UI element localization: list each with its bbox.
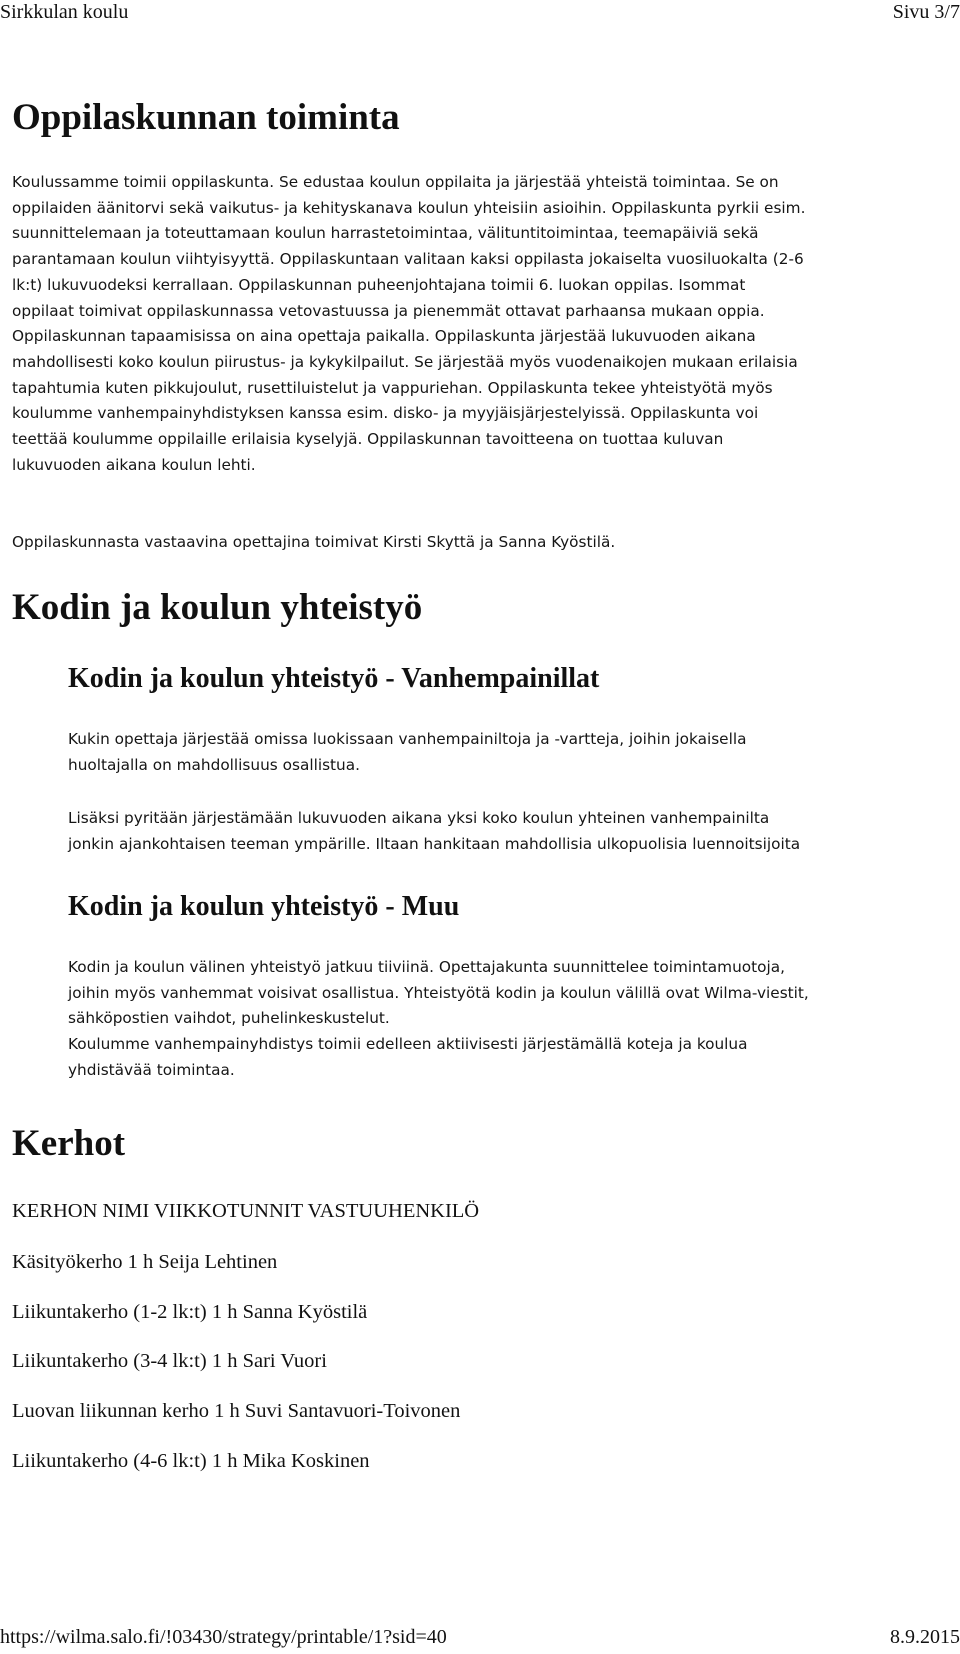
muu-paragraph: [68, 955, 809, 1084]
kerho-row: Käsityökerho 1 h Seija Lehtinen: [12, 1251, 278, 1273]
footer-date: 8.9.2015: [890, 1626, 960, 1648]
header-site-name: Sirkkulan koulu: [0, 1, 129, 23]
text-line: koulumme vanhempainyhdistyksen kanssa esim. disko- ja myyjäisjärjestelyissä. Oppilaskunta voi: [12, 404, 759, 423]
text-line: teettää koulumme oppilaille erilaisia kyselyjä. Oppilaskunnan tavoitteena on tuottaa kuluvan: [12, 430, 724, 449]
kerho-row: Liikuntakerho (3-4 lk:t) 1 h Sari Vuori: [12, 1350, 327, 1372]
kerho-row: Liikuntakerho (1-2 lk:t) 1 h Sanna Kyöstilä: [12, 1301, 368, 1323]
section-title-kerhot: Kerhot: [12, 1123, 126, 1164]
text-line: yhdistävää toimintaa.: [68, 1060, 235, 1079]
kerhot-table-header: KERHON NIMI VIIKKOTUNNIT VASTUUHENKILÖ: [12, 1200, 480, 1222]
text-line: Oppilaskunnan tapaamisissa on aina opettaja paikalla. Oppilaskunta järjestää lukuvuoden aikana: [12, 327, 756, 346]
text-line: Kukin opettaja järjestää omissa luokissaan vanhempainiltoja ja -vartteja, joihin jokaisella: [68, 730, 747, 748]
text-line: mahdollisesti koko koulun piirustus- ja kykykilpailut. Se järjestää myös vuodenaikojen mukaan erilaisia: [12, 352, 798, 371]
footer-url: https://wilma.salo.fi/!03430/strategy/printable/1?sid=40: [0, 1626, 447, 1648]
section-title-yhteistyo: Kodin ja koulun yhteistyö: [12, 587, 423, 628]
text-line: parantamaan koulun viihtyisyyttä. Oppilaskuntaan valitaan kaksi oppilasta jokaiselta vuosiluokalta (2-6: [12, 250, 804, 269]
subsection-title-vanhempainillat: Kodin ja koulun yhteistyö - Vanhempainillat: [68, 663, 600, 694]
subsection-title-muu: Kodin ja koulun yhteistyö - Muu: [68, 891, 460, 922]
text-line: suunnittelemaan ja toteuttamaan koulun harrastetoimintaa, välituntitoimintaa, teemapäiviä sekä: [12, 224, 759, 243]
text-line: jonkin ajankohtaisen teeman ympärille. Iltaan hankitaan mahdollisia ulkopuolisia luennoitsijoita: [68, 834, 801, 853]
text-line: Oppilaskunnasta vastaavina opettajina toimivat Kirsti Skyttä ja Sanna Kyöstilä.: [12, 533, 616, 551]
text-line: joihin myös vanhemmat voisivat osallistua. Yhteistyötä kodin ja koulun välillä ovat Wilma-viestit,: [68, 983, 809, 1002]
text-line: tapahtumia kuten pikkujoulut, rusettiluistelut ja vappuriehan. Oppilaskunta tekee yhteistyötä myös: [12, 378, 773, 397]
text-line: lk:t) lukuvuodeksi kerrallaan. Oppilaskunnan puheenjohtajana toimii 6. luokan oppilas. Isommat: [12, 275, 746, 294]
text-line: huoltajalla on mahdollisuus osallistua.: [68, 755, 360, 774]
text-line: Lisäksi pyritään järjestämään lukuvuoden aikana yksi koko koulun yhteinen vanhempainilta: [68, 809, 770, 827]
header-page-number: Sivu 3/7: [892, 1, 960, 23]
kerho-row: Luovan liikunnan kerho 1 h Suvi Santavuori-Toivonen: [12, 1400, 461, 1422]
vanhempainillat-paragraph-2: [68, 806, 800, 857]
text-line: Koulussamme toimii oppilaskunta. Se edustaa koulun oppilaita ja järjestää yhteistä toimintaa. Se on: [12, 173, 779, 191]
oppilaskunta-paragraph: [12, 170, 805, 478]
oppilaskunta-teachers: [12, 530, 615, 556]
section-title-oppilaskunta: Oppilaskunnan toiminta: [12, 97, 400, 138]
text-line: lukuvuoden aikana koulun lehti.: [12, 455, 256, 474]
text-line: Kodin ja koulun välinen yhteistyö jatkuu tiiviinä. Opettajakunta suunnittelee toimintamuotoja,: [68, 958, 785, 976]
vanhempainillat-paragraph-1: [68, 727, 746, 778]
text-line: oppilaiden äänitorvi sekä vaikutus- ja kehityskanava koulun yhteisiin asioihin. Oppilaskunta pyrkii esim.: [12, 198, 806, 217]
text-line: Koulumme vanhempainyhdistys toimii edelleen aktiivisesti järjestämällä koteja ja koulua: [68, 1035, 748, 1054]
text-line: oppilaat toimivat oppilaskunnassa vetovastuussa ja pienemmät ottavat parhaansa mukaan oppia.: [12, 301, 765, 320]
text-line: sähköpostien vaihdot, puhelinkeskustelut.: [68, 1009, 390, 1028]
kerho-row: Liikuntakerho (4-6 lk:t) 1 h Mika Koskinen: [12, 1450, 370, 1472]
